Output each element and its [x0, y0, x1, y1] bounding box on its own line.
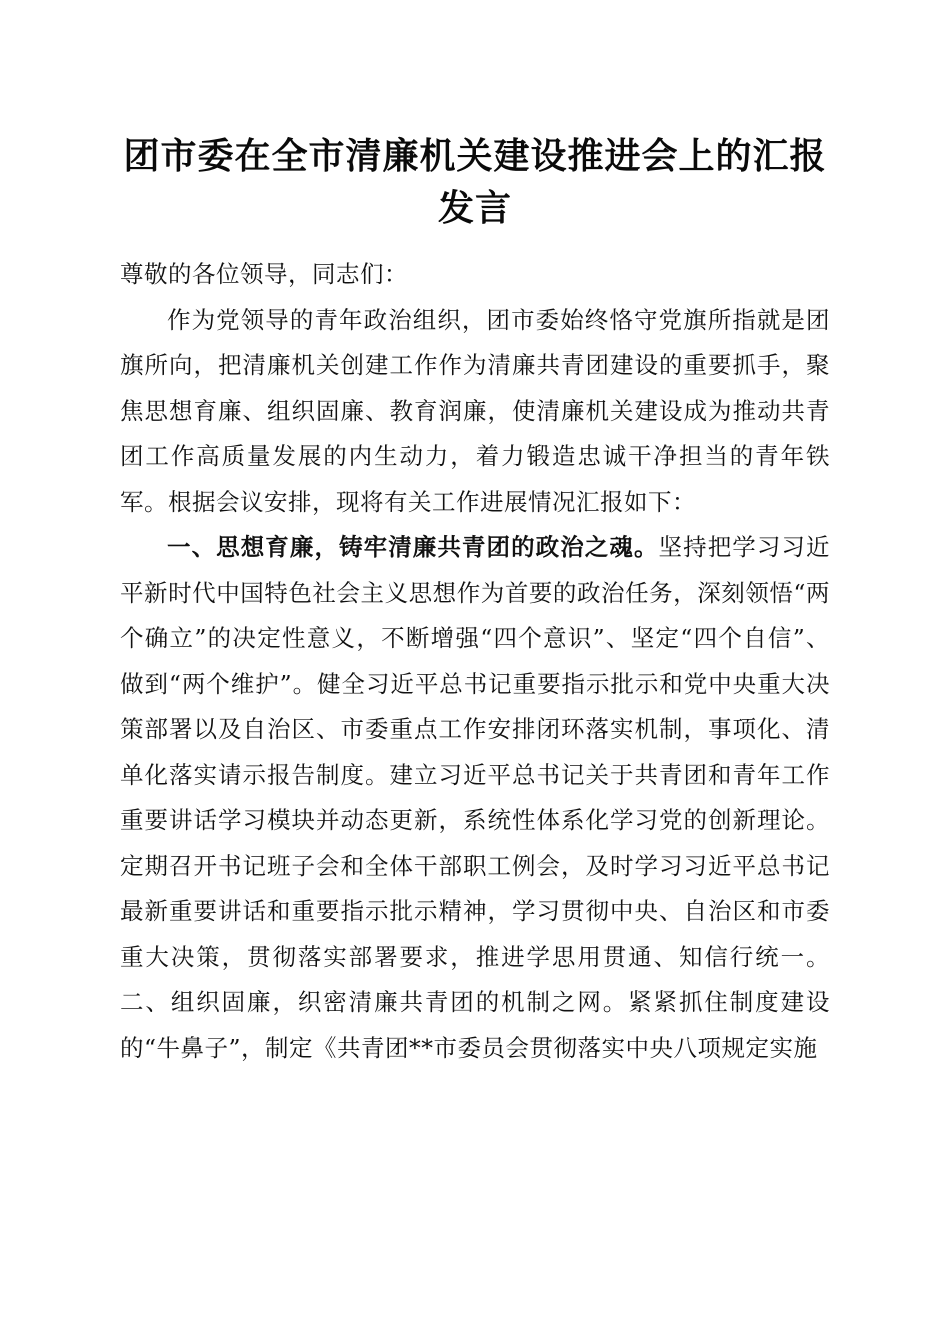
section-1-heading: 一、思想育廉，铸牢清廉共青团的政治之魂。	[167, 533, 659, 561]
document-title: 团市委在全市清廉机关建设推进会上的汇报发言	[123, 135, 827, 229]
section-1-paragraph	[120, 525, 830, 1071]
intro-paragraph: 作为党领导的青年政治组织，团市委始终恪守党旗所指就是团旗所向，把清廉机关创建工作作为清廉共青团建设的重要抓手，聚焦思想育廉、组织固廉、教育润廉，使清廉机关建设成为推动共青团工作高质量发展的内生动力，着力锻造忠诚干净担当的青年铁军。根据会议安排，现将有关工作进展情况汇报如下：	[120, 305, 830, 516]
document-body	[120, 252, 830, 1071]
section-1-body: 坚持把学习习近平新时代中国特色社会主义思想作为首要的政治任务，深刻领悟“两个确立”的决定性意义，不断增强“四个意识”、坚定“四个自信”、做到“两个维护”。健全习近平总书记重要指示批示和党中央重大决策部署以及自治区、市委重点工作安排闭环落实机制，事项化、清单化落实请示报告制度。建立习近平总书记关于共青团和青年工作重要讲话学习模块并动态更新，系统性体系化学习党的创新理论。定期召开书记班子会和全体干部职工例会，及时学习习近平总书记最新重要讲话和重要指示批示精神，学习贯彻中央、自治区和市委重大决策，贯彻落实部署要求，推进学思用贯通、知信行统一。二、组织固廉，织密清廉共青团的机制之网。紧紧抓住制度建设的“牛鼻子”，制定《共青团**市委员会贯彻落实中央八项规定实施	[120, 533, 831, 1062]
salutation: 尊敬的各位领导，同志们：	[120, 260, 408, 288]
